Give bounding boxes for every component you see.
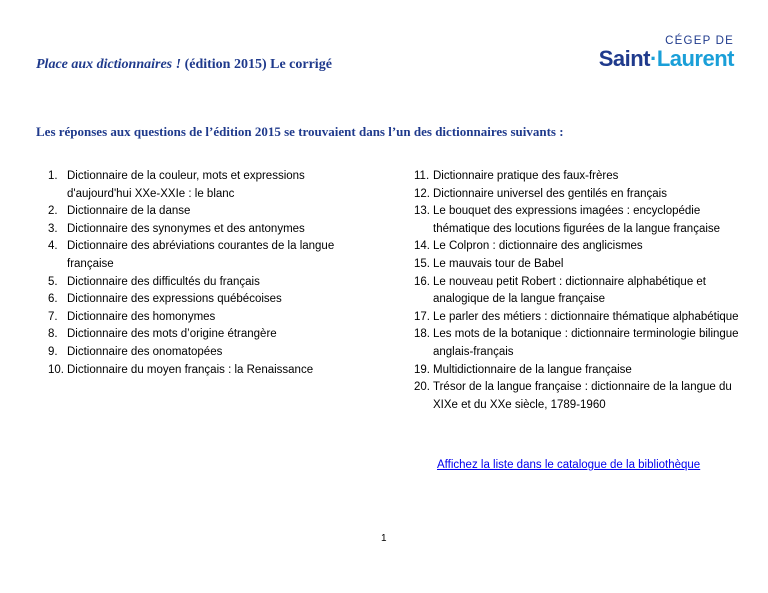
list-item-text: Dictionnaire des synonymes et des antonymes <box>67 222 305 235</box>
list-item-number: 5. <box>48 275 58 288</box>
list-item-number: 6. <box>48 293 58 306</box>
list-item <box>48 326 364 344</box>
list-item-number: 10. <box>48 363 64 376</box>
section-subtitle: Les réponses aux questions de l’édition 2015 se trouvaient dans l’un des dictionnaires suivants : <box>36 124 564 139</box>
list-item-text: Trésor de la langue française : dictionnaire de la langue du XIXe et du XXe siècle, 1789-1960 <box>433 381 732 411</box>
page-title <box>36 57 332 73</box>
list-item-number: 8. <box>48 328 58 341</box>
list-item-text: Dictionnaire des abréviations courantes de la langue française <box>67 240 335 270</box>
list-item-text: Dictionnaire des difficultés du français <box>67 275 260 288</box>
list-item <box>414 379 739 414</box>
list-item-text: Les mots de la botanique : dictionnaire terminologie bilingue anglais-français <box>433 328 739 358</box>
list-item-number: 18. <box>414 328 430 341</box>
list-item-text: Dictionnaire universel des gentilés en français <box>433 187 667 200</box>
list-item-number: 9. <box>48 345 58 358</box>
page-title-rest: (édition 2015) Le corrigé <box>184 57 332 72</box>
page-title-italic: Place aux dictionnaires ! <box>36 57 185 72</box>
list-item-text: Dictionnaire de la couleur, mots et expressions d'aujourd'hui XXe-XXIe : le blanc <box>67 170 305 200</box>
list-item-text: Dictionnaire des expressions québécoises <box>67 293 282 306</box>
list-item-text: Dictionnaire des mots d’origine étrangère <box>67 328 277 341</box>
list-item-text: Le mauvais tour de Babel <box>433 257 564 270</box>
list-item-number: 17. <box>414 310 430 323</box>
list-item-text: Dictionnaire du moyen français : la Renaissance <box>67 363 314 376</box>
catalog-link[interactable]: Affichez la liste dans le catalogue de la bibliothèque <box>437 459 701 471</box>
list-item-number: 16. <box>414 275 430 288</box>
page-number: 1 <box>381 533 387 544</box>
list-item-text: Le bouquet des expressions imagées : encyclopédie thématique des locutions figurées de la langue française <box>433 205 721 235</box>
list-item <box>48 221 364 239</box>
list-item <box>48 274 364 292</box>
list-item-text: Dictionnaire des homonymes <box>67 310 216 323</box>
list-item <box>414 203 739 238</box>
list-item-number: 1. <box>48 170 58 182</box>
list-item <box>414 309 739 327</box>
list-item-number: 12. <box>414 187 430 200</box>
list-item <box>48 168 364 203</box>
list-item-text: Dictionnaire pratique des faux-frères <box>433 170 619 182</box>
list-item-number: 3. <box>48 222 58 235</box>
logo-separator-dot: · <box>649 46 657 71</box>
dictionary-list-left <box>48 168 364 379</box>
list-item <box>48 362 364 380</box>
list-item <box>414 256 739 274</box>
list-item-number: 14. <box>414 240 430 253</box>
list-item-text: Multidictionnaire de la langue française <box>433 363 632 376</box>
list-item-number: 4. <box>48 240 58 253</box>
list-item-text: Le Colpron : dictionnaire des anglicismes <box>433 240 643 253</box>
list-item-number: 15. <box>414 257 430 270</box>
dictionary-list-right <box>414 168 739 414</box>
list-item <box>414 326 739 361</box>
list-item-text: Dictionnaire des onomatopées <box>67 345 223 358</box>
logo-laurent: Laurent <box>656 46 734 71</box>
list-item <box>414 238 739 256</box>
list-item <box>414 362 739 380</box>
list-item-number: 11. <box>414 170 430 182</box>
logo-saint: Saint <box>598 46 650 71</box>
list-item-number: 13. <box>414 205 430 218</box>
list-item <box>48 309 364 327</box>
cegep-logo <box>584 35 734 69</box>
list-item-text: Le parler des métiers : dictionnaire thématique alphabétique <box>433 310 739 323</box>
list-item-number: 7. <box>48 310 58 323</box>
list-item <box>414 274 739 309</box>
logo-top-text: CÉGEP DE <box>665 35 734 47</box>
list-item-text: Dictionnaire de la danse <box>67 205 191 218</box>
list-item-text: Le nouveau petit Robert : dictionnaire alphabétique et analogique de la langue française <box>433 275 707 306</box>
list-item-number: 2. <box>48 205 58 218</box>
list-item-number: 19. <box>414 363 430 376</box>
list-item <box>48 344 364 362</box>
list-item <box>48 203 364 221</box>
logo-main-text <box>599 46 734 72</box>
list-item <box>414 168 739 186</box>
list-item <box>48 291 364 309</box>
list-item-number: 20. <box>414 381 430 394</box>
list-item <box>48 238 364 273</box>
list-item <box>414 186 739 204</box>
